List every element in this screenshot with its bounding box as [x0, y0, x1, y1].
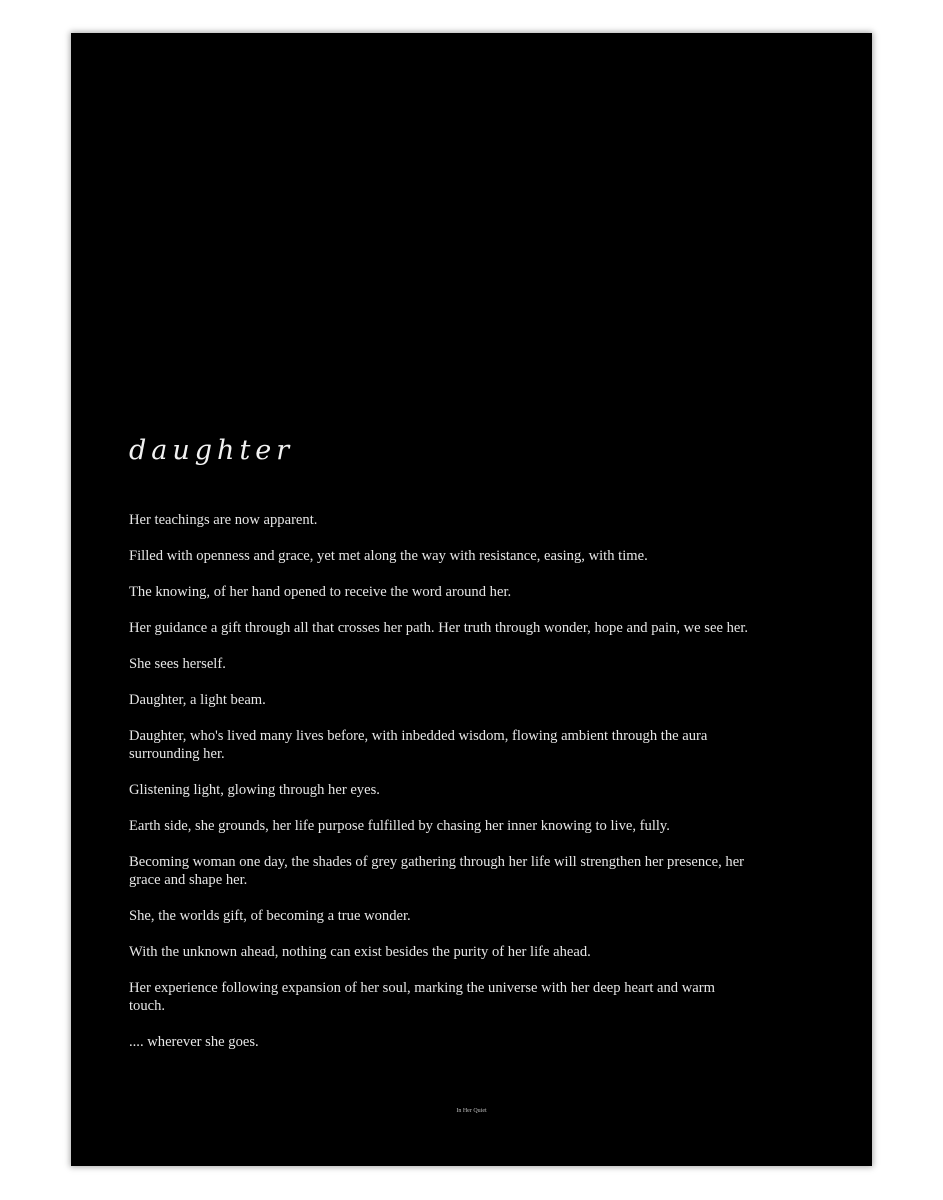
poem-line: Daughter, who's lived many lives before, with inbedded wisdom, flowing ambient through the aura surrounding her. — [129, 728, 708, 762]
poem-line: Her guidance a gift through all that crosses her path. Her truth through wonder, hope and pain, we see her. — [129, 620, 749, 636]
poem-line: Filled with openness and grace, yet met along the way with resistance, easing, with time. — [129, 548, 648, 564]
poem-line: .... wherever she goes. — [129, 1034, 259, 1050]
poem-line: Glistening light, glowing through her eyes. — [129, 782, 380, 798]
poem-line: Daughter, a light beam. — [129, 692, 266, 708]
poem-title: daughter — [129, 435, 295, 466]
poem-line: The knowing, of her hand opened to receive the word around her. — [129, 584, 512, 600]
poem-line: With the unknown ahead, nothing can exist besides the purity of her life ahead. — [129, 944, 591, 960]
poem-line: She sees herself. — [129, 656, 226, 672]
poem-line: Her experience following expansion of her soul, marking the universe with her deep heart and warm touch. — [129, 980, 715, 1014]
poem-body — [129, 511, 754, 1069]
footer-credit: In Her Quiet — [456, 1108, 487, 1114]
poem-line: Becoming woman one day, the shades of grey gathering through her life will strengthen her presence, her grace and shape her. — [129, 854, 745, 888]
poster-frame — [71, 33, 872, 1166]
poem-line: Earth side, she grounds, her life purpose fulfilled by chasing her inner knowing to live, fully. — [129, 818, 670, 834]
poem-line: She, the worlds gift, of becoming a true wonder. — [129, 908, 411, 924]
poem-line: Her teachings are now apparent. — [129, 512, 318, 528]
